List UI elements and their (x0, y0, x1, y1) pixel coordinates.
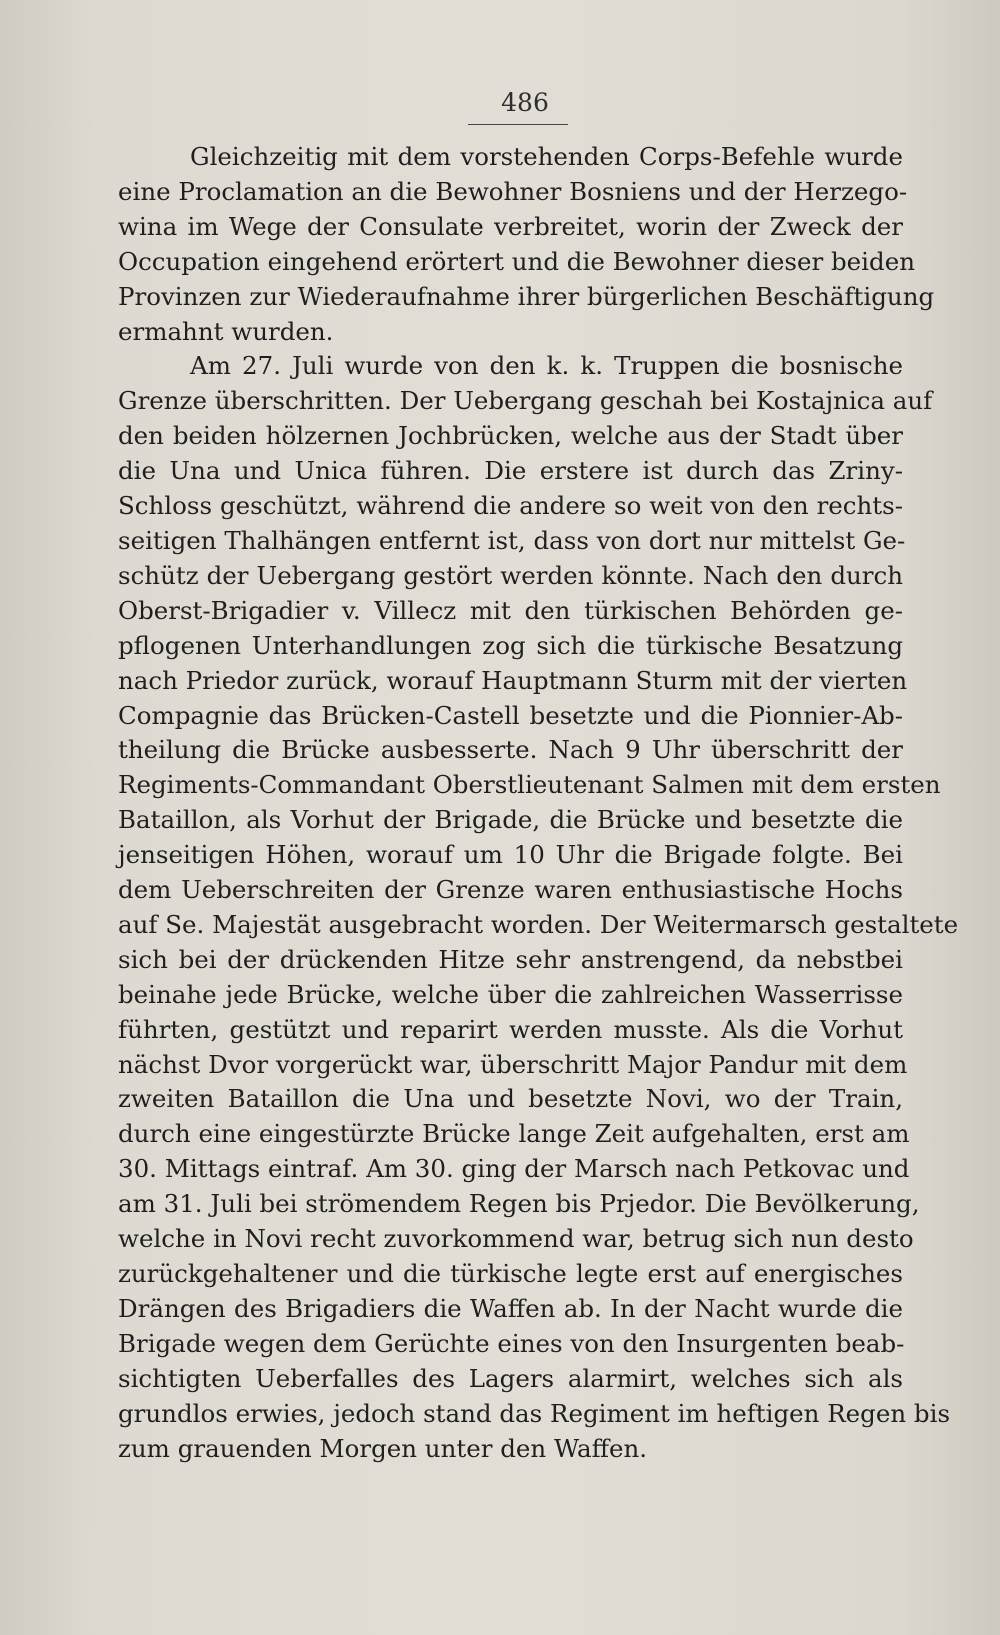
text-line: theilung die Brücke ausbesserte. Nach 9 Uhr überschritt der (118, 735, 903, 765)
text-line: führten, gestützt und reparirt werden musste. Als die Vorhut (118, 1014, 903, 1044)
text-line: zum grauenden Morgen unter den Waffen. (118, 1433, 648, 1463)
page-number-rule (468, 124, 568, 125)
text-line: wina im Wege der Consulate verbreitet, worin der Zweck der (118, 211, 903, 241)
text-line: eine Proclamation an die Bewohner Bosniens und der Herzego- (118, 176, 908, 206)
text-line: die Una und Unica führen. Die erstere ist durch das Zriny- (118, 456, 903, 486)
text-line: am 31. Juli bei strömendem Regen bis Prjedor. Die Bevölkerung, (118, 1189, 920, 1219)
text-line: durch eine eingestürzte Brücke lange Zeit aufgehalten, erst am (118, 1119, 910, 1149)
text-line: Brigade wegen dem Gerüchte eines von den Insurgenten beab- (118, 1328, 905, 1358)
text-line: Occupation eingehend erörtert und die Bewohner dieser beiden (118, 246, 915, 276)
text-line: grundlos erwies, jedoch stand das Regiment im heftigen Regen bis (118, 1398, 951, 1428)
text-line: Schloss geschützt, während die andere so weit von den rechts- (118, 491, 903, 521)
text-line: zweiten Bataillon die Una und besetzte Novi, wo der Train, (118, 1084, 903, 1114)
text-line: Regiments-Commandant Oberstlieutenant Salmen mit dem ersten (118, 770, 941, 800)
text-line: Bataillon, als Vorhut der Brigade, die Brücke und besetzte die (118, 805, 903, 835)
paragraph-border-crossing (118, 349, 959, 1466)
text-line: Compagnie das Brücken-Castell besetzte und die Pionnier-Ab- (118, 700, 903, 730)
text-line: Gleichzeitig mit dem vorstehenden Corps-Befehle wurde (190, 142, 903, 171)
text-line: Drängen des Brigadiers die Waffen ab. In der Nacht wurde die (118, 1293, 903, 1323)
page-number: 486 (501, 88, 549, 117)
text-line: Grenze überschritten. Der Uebergang geschah bei Kostajnica auf (118, 386, 933, 416)
text-line: ermahnt wurden. (118, 316, 334, 346)
text-line: nächst Dvor vorgerückt war, überschritt Major Pandur mit dem (118, 1049, 908, 1079)
text-line: sichtigten Ueberfalles des Lagers alarmirt, welches sich als (118, 1363, 903, 1393)
text-line: schütz der Uebergang gestört werden könnte. Nach den durch (118, 560, 903, 590)
text-line: beinahe jede Brücke, welche über die zahlreichen Wasserrisse (118, 979, 903, 1009)
text-line: den beiden hölzernen Jochbrücken, welche aus der Stadt über (118, 421, 903, 451)
text-line: welche in Novi recht zuvorkommend war, betrug sich nun desto (118, 1224, 914, 1254)
body-text (118, 140, 959, 1466)
text-line: pflogenen Unterhandlungen zog sich die türkische Besatzung (118, 630, 903, 660)
text-line: jenseitigen Höhen, worauf um 10 Uhr die Brigade folgte. Bei (118, 840, 903, 870)
text-line: auf Se. Majestät ausgebracht worden. Der Weitermarsch gestaltete (118, 909, 959, 939)
text-line: seitigen Thalhängen entfernt ist, dass von dort nur mittelst Ge- (118, 525, 906, 555)
paragraph-proclamation (118, 140, 935, 349)
text-line: sich bei der drückenden Hitze sehr anstrengend, da nebstbei (118, 944, 903, 974)
text-line: 30. Mittags eintraf. Am 30. ging der Marsch nach Petkovac und (118, 1154, 910, 1184)
text-line: Am 27. Juli wurde von den k. k. Truppen die bosnische (190, 351, 903, 381)
text-line: Provinzen zur Wiederaufnahme ihrer bürgerlichen Beschäftigung (118, 281, 935, 311)
text-line: dem Ueberschreiten der Grenze waren enthusiastische Hochs (118, 875, 903, 905)
text-line: nach Priedor zurück, worauf Hauptmann Sturm mit der vierten (118, 665, 908, 695)
text-line: zurückgehaltener und die türkische legte erst auf energisches (118, 1259, 903, 1288)
text-line: Oberst-Brigadier v. Villecz mit den türkischen Behörden ge- (118, 595, 903, 625)
